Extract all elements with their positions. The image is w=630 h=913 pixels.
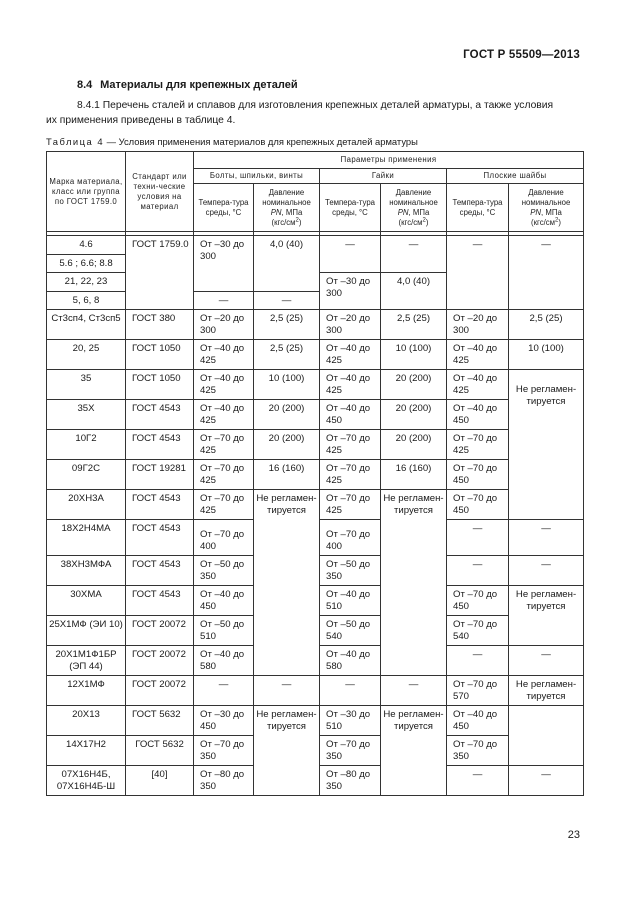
header-nuts-pressure: [381, 184, 447, 232]
cell-washer-pressure: 10 (100): [509, 340, 584, 370]
hp-l4: (кгс/см: [398, 217, 423, 227]
cell-washer-temperature: От –70 до 350: [447, 736, 509, 766]
cell-grade: 12Х1МФ: [47, 676, 126, 706]
cell-nut-pressure: 20 (200): [381, 430, 447, 460]
hp-l4: (кгс/см: [271, 217, 296, 227]
cell-washer-temperature: —: [447, 236, 509, 310]
cell-grade: 5, 6, 8: [47, 291, 126, 310]
cell-bolt-temperature: От –70 до 400: [194, 520, 254, 556]
cell-nut-pressure: 4,0 (40): [381, 273, 447, 310]
cell-bolt-temperature: От –70 до 425: [194, 490, 254, 520]
table-caption: [46, 136, 418, 147]
header-parameters: Параметры применения: [194, 152, 584, 169]
cell-nut-temperature: От –40 до 450: [320, 400, 381, 430]
cell-grade: 14Х17Н2: [47, 736, 126, 766]
cell-nut-pressure: —: [381, 676, 447, 706]
cell-grade: 20Х1М1Ф1БР (ЭП 44): [47, 646, 126, 676]
paragraph-line-1: [46, 99, 583, 114]
cell-standard: ГОСТ 20072: [126, 646, 194, 676]
cell-standard: ГОСТ 4543: [126, 586, 194, 616]
cell-grade: 35Х: [47, 400, 126, 430]
cell-grade: 30ХМА: [47, 586, 126, 616]
cell-grade: 20, 25: [47, 340, 126, 370]
hp-unit: , МПа: [281, 207, 303, 217]
cell-standard: ГОСТ 1759.0: [126, 236, 194, 310]
cell-bolt-pressure: Не регламен-тируется: [254, 490, 320, 676]
cell-nut-temperature: —: [320, 676, 381, 706]
cell-washer-pressure: Не регламен-тируется: [509, 676, 584, 706]
cell-standard: [40]: [126, 766, 194, 796]
cell-washer-pressure: —: [509, 236, 584, 310]
cell-washer-temperature: —: [447, 646, 509, 676]
header-bolts-temperature: Темпера-тура среды, °С: [194, 184, 254, 232]
cell-nut-temperature: От –20 до 300: [320, 310, 381, 340]
cell-grade: 09Г2С: [47, 460, 126, 490]
cell-bolt-temperature: От –70 до 350: [194, 736, 254, 766]
cell-washer-temperature: От –40 до 425: [447, 340, 509, 370]
table-caption-prefix: Таблица 4: [46, 136, 105, 147]
hp-l4: (кгс/см: [531, 217, 556, 227]
table-row: [47, 706, 584, 736]
cell-grade: 4.6: [47, 236, 126, 255]
table-row: [47, 370, 584, 400]
cell-standard: ГОСТ 20072: [126, 616, 194, 646]
cell-washer-pressure: —: [509, 766, 584, 796]
cell-washer-temperature: От –70 до 450: [447, 586, 509, 616]
cell-grade: 25Х1МФ (ЭИ 10): [47, 616, 126, 646]
cell-nut-temperature: От –70 до 400: [320, 520, 381, 556]
table-row: [47, 460, 584, 490]
section-number: 8.4: [77, 79, 93, 91]
cell-bolt-temperature: От –30 до 300: [194, 236, 254, 292]
cell-bolt-temperature: От –20 до 300: [194, 310, 254, 340]
header-washers-temperature: Темпера-тура среды, °С: [447, 184, 509, 232]
cell-washer-temperature: —: [447, 766, 509, 796]
paragraph: [46, 99, 583, 128]
paragraph-line-1-text: 8.4.1 Перечень сталей и сплавов для изготовления крепежных деталей арматуры, а также условия: [77, 100, 554, 111]
hp-l2: номинальное: [521, 197, 571, 207]
cell-nut-temperature: От –40 до 425: [320, 370, 381, 400]
cell-bolt-pressure: —: [254, 676, 320, 706]
cell-nut-temperature: От –70 до 425: [320, 490, 381, 520]
cell-washer-temperature: От –40 до 450: [447, 400, 509, 430]
cell-bolt-temperature: От –50 до 350: [194, 556, 254, 586]
cell-grade: Ст3сп4, Ст3сп5: [47, 310, 126, 340]
table-row: [47, 676, 584, 706]
hp-pn: PN: [530, 207, 542, 217]
table-row: [47, 236, 584, 255]
table-row: [47, 340, 584, 370]
cell-bolt-temperature: От –40 до 580: [194, 646, 254, 676]
cell-washer-temperature: От –70 до 570: [447, 676, 509, 706]
hp-pn: PN: [397, 207, 409, 217]
cell-nut-pressure: Не регламен-тируется: [381, 706, 447, 796]
cell-nut-temperature: От –40 до 425: [320, 340, 381, 370]
cell-standard: ГОСТ 1050: [126, 370, 194, 400]
cell-bolt-pressure: —: [254, 291, 320, 310]
cell-nut-pressure: 10 (100): [381, 340, 447, 370]
cell-bolt-pressure: 2,5 (25): [254, 310, 320, 340]
cell-bolt-temperature: От –40 до 425: [194, 400, 254, 430]
cell-washer-pressure: —: [509, 520, 584, 556]
cell-washer-pressure: 2,5 (25): [509, 310, 584, 340]
header-bolts-pressure: [254, 184, 320, 232]
cell-grade: 38ХН3МФА: [47, 556, 126, 586]
cell-grade: 20Х13: [47, 706, 126, 736]
materials-table: [46, 151, 584, 796]
table-body: [47, 232, 584, 796]
paragraph-line-2: их применения приведены в таблице 4.: [46, 114, 236, 126]
cell-bolt-temperature: От –30 до 450: [194, 706, 254, 736]
hp-l1: Давление: [268, 187, 305, 197]
cell-bolt-temperature: От –70 до 425: [194, 460, 254, 490]
cell-nut-temperature: От –70 до 425: [320, 460, 381, 490]
cell-nut-temperature: От –50 до 350: [320, 556, 381, 586]
cell-grade: 07Х16Н4Б, 07Х16Н4Б-Ш: [47, 766, 126, 796]
cell-standard: ГОСТ 1050: [126, 340, 194, 370]
cell-bolt-temperature: От –40 до 425: [194, 370, 254, 400]
cell-standard: ГОСТ 4543: [126, 430, 194, 460]
cell-standard: ГОСТ 19281: [126, 460, 194, 490]
cell-bolt-pressure: 20 (200): [254, 400, 320, 430]
cell-washer-pressure: —: [509, 646, 584, 676]
cell-nut-temperature: От –40 до 510: [320, 586, 381, 616]
cell-washer-temperature: —: [447, 520, 509, 556]
cell-bolt-temperature: —: [194, 291, 254, 310]
hp-l1: Давление: [528, 187, 564, 197]
cell-bolt-temperature: От –50 до 510: [194, 616, 254, 646]
cell-grade: 5.6 ; 6.6; 8.8: [47, 254, 126, 273]
cell-nut-temperature: —: [320, 236, 381, 273]
table-row: [47, 490, 584, 520]
hp-unit: , МПа: [541, 207, 562, 217]
page-number: 23: [567, 829, 580, 841]
cell-nut-temperature: От –30 до 510: [320, 706, 381, 736]
cell-washer-temperature: От –70 до 540: [447, 616, 509, 646]
cell-bolt-pressure: 16 (160): [254, 460, 320, 490]
header-standard: Стандарт или техни-ческие условия на материал: [126, 152, 194, 232]
cell-grade: 35: [47, 370, 126, 400]
cell-washer-pressure: Не регламен-тируется: [509, 370, 584, 520]
hp-pn: PN: [270, 207, 282, 217]
cell-standard: ГОСТ 4543: [126, 400, 194, 430]
header-washers: Плоские шайбы: [447, 169, 584, 184]
cell-washer-temperature: От –40 до 450: [447, 706, 509, 736]
cell-bolt-pressure: 2,5 (25): [254, 340, 320, 370]
cell-nut-pressure: 16 (160): [381, 460, 447, 490]
cell-washer-pressure: Не регламен-тируется: [509, 586, 584, 646]
cell-nut-temperature: От –50 до 540: [320, 616, 381, 646]
cell-standard: ГОСТ 4543: [126, 490, 194, 520]
cell-grade: 20ХН3А: [47, 490, 126, 520]
cell-grade: 18Х2Н4МА: [47, 520, 126, 556]
cell-standard: ГОСТ 5632: [126, 736, 194, 766]
cell-bolt-temperature: От –40 до 425: [194, 340, 254, 370]
header-nuts-temperature: Темпера-тура среды, °С: [320, 184, 381, 232]
cell-nut-pressure: 20 (200): [381, 370, 447, 400]
cell-standard: ГОСТ 5632: [126, 706, 194, 736]
cell-nut-temperature: От –30 до 300: [320, 273, 381, 310]
table-header: [47, 152, 584, 232]
cell-nut-pressure: Не регламен-тируется: [381, 490, 447, 676]
cell-grade: 10Г2: [47, 430, 126, 460]
cell-nut-temperature: От –70 до 350: [320, 736, 381, 766]
hp-close: ): [425, 217, 429, 227]
cell-bolt-pressure: Не регламен-тируется: [254, 706, 320, 796]
document-id: ГОСТ Р 55509—2013: [463, 49, 580, 61]
hp-unit: , МПа: [408, 207, 430, 217]
header-grade: Марка материала, класс или группа по ГОСТ 1759.0: [47, 152, 126, 232]
cell-standard: ГОСТ 380: [126, 310, 194, 340]
cell-washer-temperature: От –40 до 425: [447, 370, 509, 400]
hp-l2: номинальное: [389, 197, 438, 207]
hp-sup: 2: [295, 216, 299, 223]
section-title: Материалы для крепежных деталей: [100, 79, 298, 91]
cell-washer-pressure: [509, 706, 584, 766]
table-row: [47, 430, 584, 460]
cell-standard: ГОСТ 4543: [126, 556, 194, 586]
cell-bolt-temperature: —: [194, 676, 254, 706]
hp-close: ): [558, 217, 561, 227]
cell-standard: ГОСТ 20072: [126, 676, 194, 706]
cell-bolt-pressure: 10 (100): [254, 370, 320, 400]
hp-close: ): [298, 217, 302, 227]
cell-nut-temperature: От –70 до 425: [320, 430, 381, 460]
table-caption-text: — Условия применения материалов для крепежных деталей арматуры: [104, 136, 418, 147]
hp-l1: Давление: [395, 187, 432, 197]
cell-nut-temperature: От –40 до 580: [320, 646, 381, 676]
cell-washer-temperature: От –20 до 300: [447, 310, 509, 340]
hp-sup: 2: [555, 216, 559, 223]
section-heading: [77, 79, 298, 91]
cell-nut-pressure: —: [381, 236, 447, 273]
cell-bolt-pressure: 4,0 (40): [254, 236, 320, 292]
hp-l2: номинальное: [262, 197, 311, 207]
cell-washer-temperature: От –70 до 450: [447, 460, 509, 490]
cell-washer-temperature: От –70 до 425: [447, 430, 509, 460]
cell-bolt-temperature: От –70 до 425: [194, 430, 254, 460]
cell-bolt-temperature: От –40 до 450: [194, 586, 254, 616]
cell-nut-pressure: 2,5 (25): [381, 310, 447, 340]
cell-bolt-temperature: От –80 до 350: [194, 766, 254, 796]
cell-grade: 21, 22, 23: [47, 273, 126, 292]
table-row: [47, 310, 584, 340]
header-washers-pressure: [509, 184, 584, 232]
cell-nut-temperature: От –80 до 350: [320, 766, 381, 796]
cell-washer-temperature: От –70 до 450: [447, 490, 509, 520]
cell-bolt-pressure: 20 (200): [254, 430, 320, 460]
header-bolts: Болты, шпильки, винты: [194, 169, 320, 184]
cell-standard: ГОСТ 4543: [126, 520, 194, 556]
table-row: [47, 400, 584, 430]
cell-washer-pressure: —: [509, 556, 584, 586]
cell-nut-pressure: 20 (200): [381, 400, 447, 430]
header-nuts: Гайки: [320, 169, 447, 184]
cell-washer-temperature: —: [447, 556, 509, 586]
hp-sup: 2: [422, 216, 426, 223]
